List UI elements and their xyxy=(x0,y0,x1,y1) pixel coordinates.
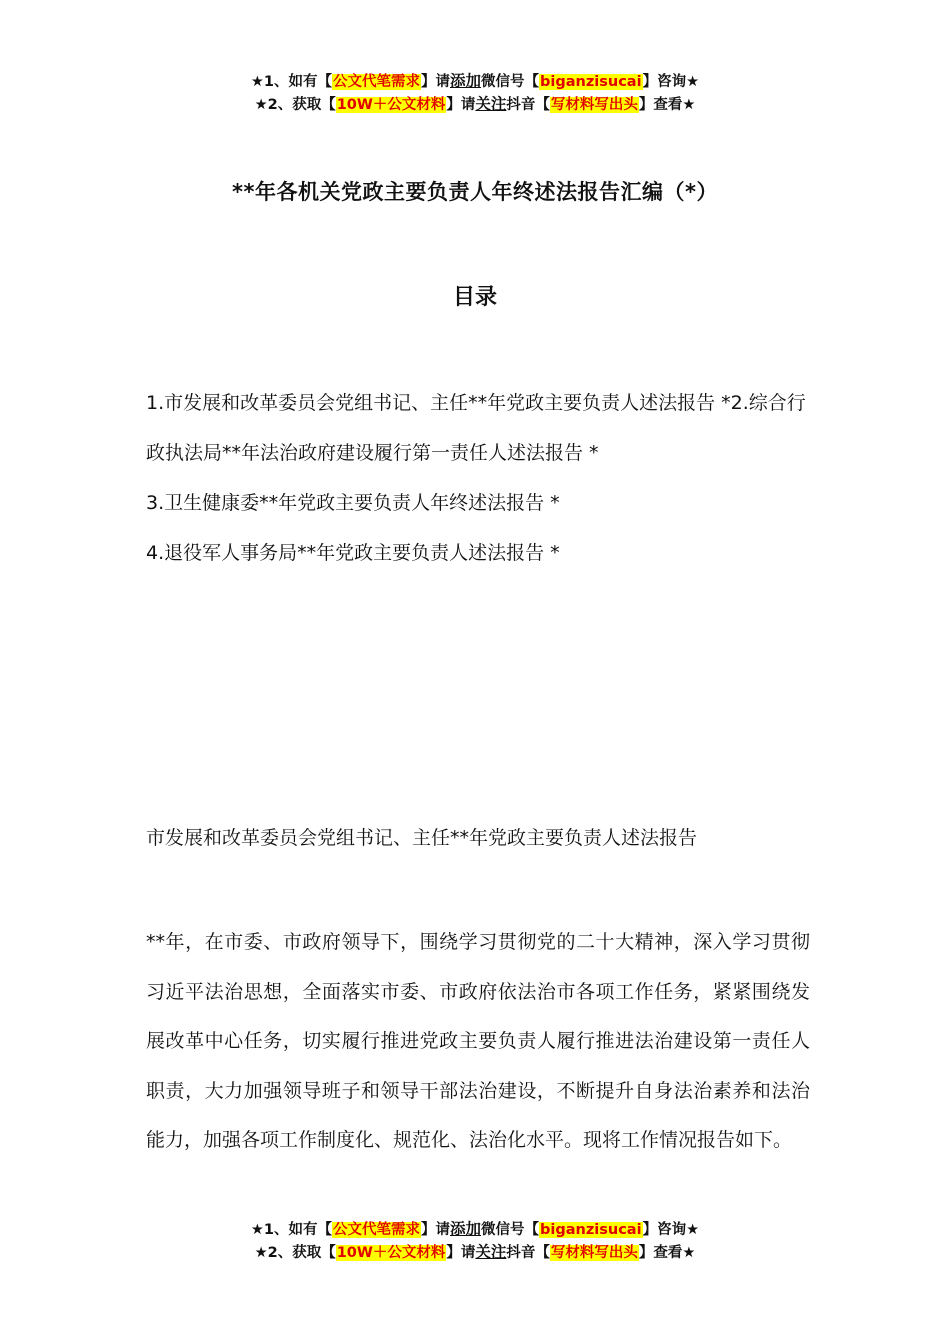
toc-item: 1.市发展和改革委员会党组书记、主任**年党政主要负责人述法报告 *2.综合行政执法局**年法治政府建设履行第一责任人述法报告 * xyxy=(146,392,806,464)
table-of-contents xyxy=(146,378,811,578)
section-title: 市发展和改革委员会党组书记、主任**年党政主要负责人述法报告 xyxy=(146,827,698,849)
toc-item: 3.卫生健康委**年党政主要负责人年终述法报告 * xyxy=(146,492,560,514)
star-icon: ★ xyxy=(250,1222,264,1238)
highlight-douyin: 写材料写出头 xyxy=(550,97,638,113)
highlight-wechat-id: biganzisucai xyxy=(540,74,642,90)
highlight-wechat-id: biganzisucai xyxy=(540,1222,642,1238)
highlight-materials: 10W＋公文材料 xyxy=(336,1245,446,1261)
body-paragraph: **年，在市委、市政府领导下，围绕学习贯彻党的二十大精神，深入学习贯彻习近平法治思想，全面落实市委、市政府依法治市各项工作任务，紧紧围绕发展改革中心任务，切实履行推进党政主要负责人履行推进法治建设第一责任人职责，大力加强领导班子和领导干部法治建设，不断提升自身法治素养和法治能力，加强各项工作制度化、规范化、法治化水平。现将工作情况报告如下。 xyxy=(146,931,810,1151)
toc-heading: 目录 xyxy=(452,285,497,310)
highlight-douyin: 写材料写出头 xyxy=(550,1245,638,1261)
toc-item: 4.退役军人事务局**年党政主要负责人述法报告 * xyxy=(146,542,560,564)
top-banner xyxy=(0,70,950,116)
banner-line-2: ★2、获取【10W＋公文材料】请关注抖音【写材料写出头】查看★ xyxy=(254,1243,696,1261)
star-icon: ★ xyxy=(250,74,264,90)
highlight-materials: 10W＋公文材料 xyxy=(336,97,446,113)
highlight-service: 公文代笔需求 xyxy=(333,74,420,90)
document-title: **年各机关党政主要负责人年终述法报告汇编（*） xyxy=(232,180,718,204)
banner-line-2: ★2、获取【10W＋公文材料】请关注抖音【写材料写出头】查看★ xyxy=(254,95,696,113)
star-icon: ★ xyxy=(254,97,268,113)
banner-line-1: ★1、如有【公文代笔需求】请添加微信号【biganzisucai】咨询★ xyxy=(250,1220,700,1238)
bottom-banner xyxy=(0,1218,950,1264)
highlight-service: 公文代笔需求 xyxy=(333,1222,420,1238)
star-icon: ★ xyxy=(254,1245,268,1261)
banner-line-1: ★1、如有【公文代笔需求】请添加微信号【biganzisucai】咨询★ xyxy=(250,72,700,90)
